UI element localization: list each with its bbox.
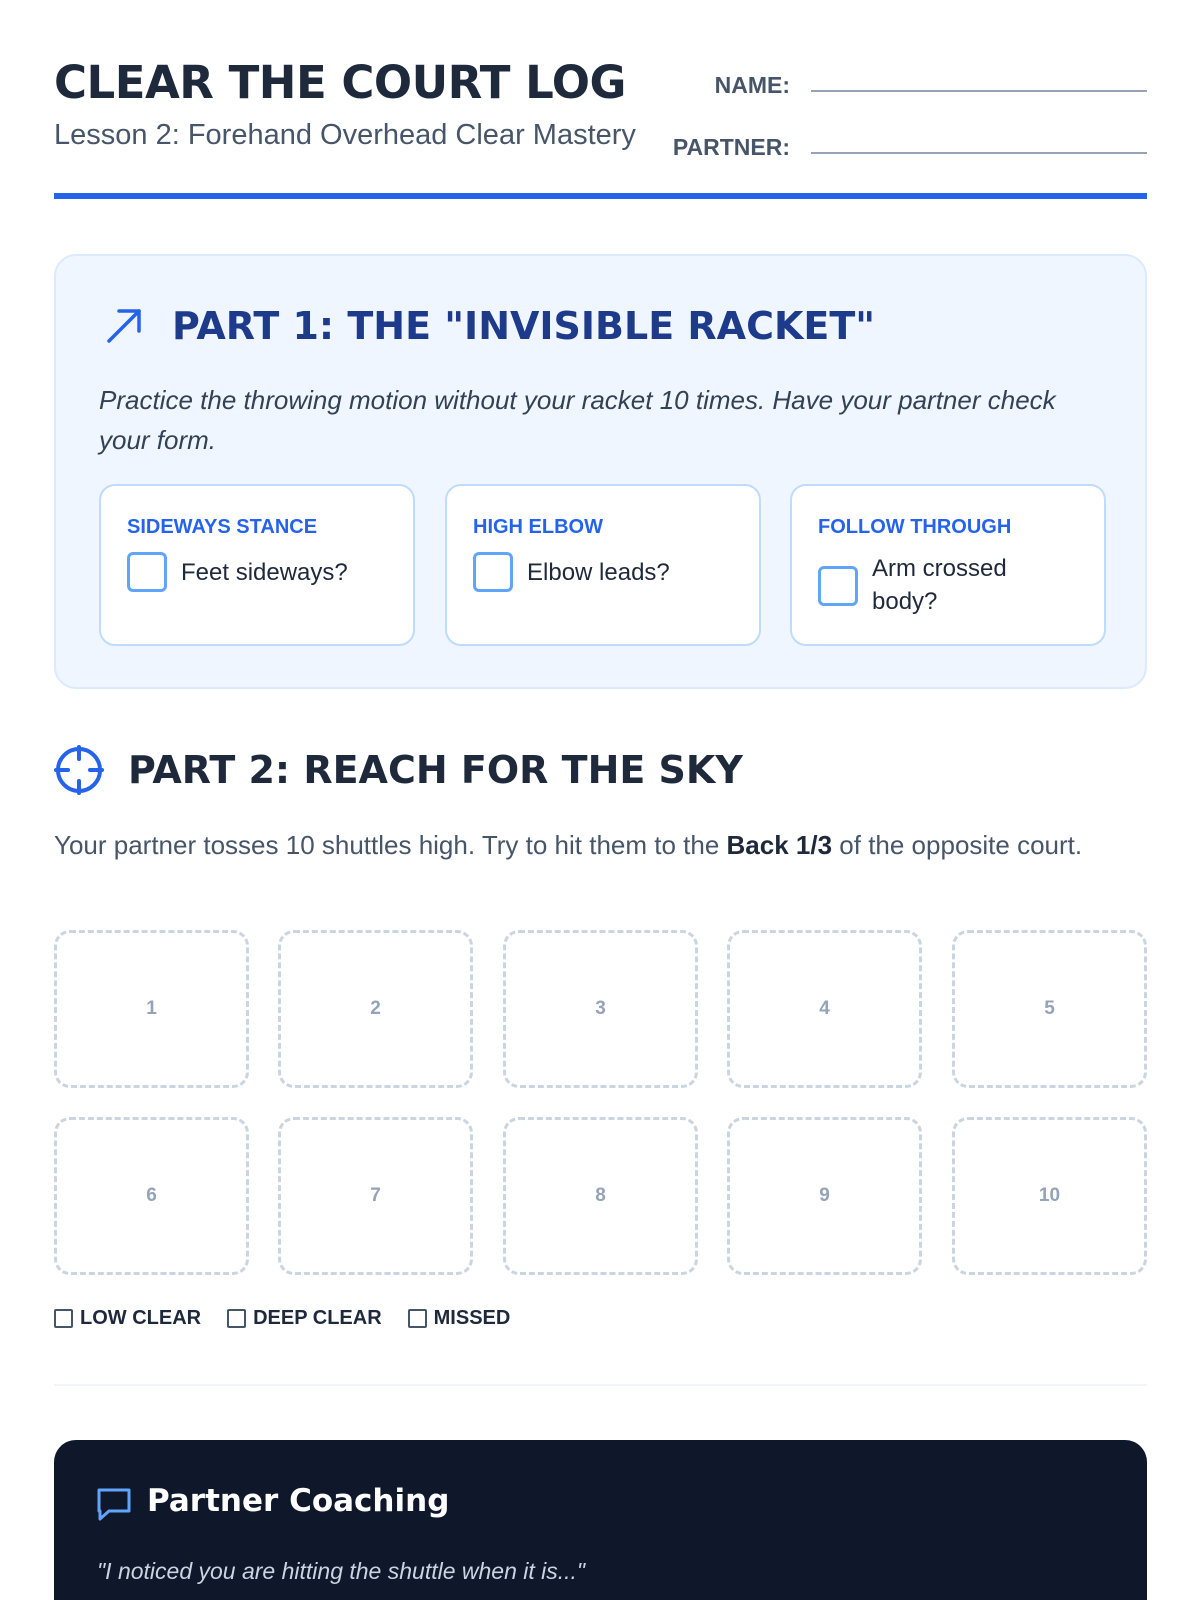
shot-slot-2[interactable]: 2 [278, 930, 473, 1088]
check-question: Feet sideways? [181, 559, 348, 586]
coaching-prompt: "I noticed you are hitting the shuttle when it is..." [97, 1558, 586, 1584]
shot-slot-10[interactable]: 10 [952, 1117, 1147, 1275]
header [54, 0, 1147, 200]
worksheet-page [54, 0, 1147, 1584]
check-card-label: HIGH ELBOW [473, 516, 603, 538]
legend-missed[interactable] [408, 1307, 511, 1330]
shot-slot-4[interactable]: 4 [727, 930, 922, 1088]
part1-section [54, 254, 1147, 689]
name-label: NAME: [714, 72, 790, 98]
coaching-title: Partner Coaching [147, 1483, 450, 1519]
legend-low-clear[interactable] [54, 1307, 201, 1330]
legend-deep-clear[interactable] [227, 1307, 382, 1330]
shot-slot-8[interactable]: 8 [503, 1117, 698, 1275]
shot-slot-5[interactable]: 5 [952, 930, 1147, 1088]
legend-label: MISSED [433, 1306, 511, 1329]
legend-label: LOW CLEAR [80, 1306, 202, 1329]
check-card-sideways-stance [99, 484, 415, 646]
result-legend [54, 1306, 536, 1330]
check-question: Arm crossed body? [872, 555, 1007, 615]
name-field[interactable] [811, 90, 1147, 92]
legend-checkbox[interactable] [54, 1309, 73, 1328]
part2-text-after: of the opposite court. [832, 830, 1083, 860]
part1-heading: PART 1: THE "INVISIBLE RACKET" [172, 304, 876, 348]
page-subtitle: Lesson 2: Forehand Overhead Clear Mastery [54, 119, 636, 151]
shot-slot-6[interactable]: 6 [54, 1117, 249, 1275]
partner-field[interactable] [811, 152, 1147, 154]
shot-slot-3[interactable]: 3 [503, 930, 698, 1088]
checkbox[interactable] [473, 552, 513, 592]
check-card-label: FOLLOW THROUGH [818, 516, 1012, 538]
legend-checkbox[interactable] [227, 1309, 246, 1328]
part2-heading: PART 2: REACH FOR THE SKY [128, 748, 743, 792]
part2-text-before: Your partner tosses 10 shuttles high. Try to hit them to the [54, 830, 727, 860]
section-divider [54, 1384, 1147, 1386]
page-title: CLEAR THE COURT LOG [54, 56, 626, 109]
check-card-high-elbow [445, 484, 761, 646]
legend-label: DEEP CLEAR [253, 1306, 382, 1329]
part1-instructions: Practice the throwing motion without your racket 10 times. Have your partner check your form. [99, 385, 1056, 455]
legend-checkbox[interactable] [408, 1309, 427, 1328]
partner-label: PARTNER: [672, 134, 790, 160]
header-divider [54, 193, 1147, 199]
chat-bubble-icon [94, 1484, 134, 1524]
shot-slot-1[interactable]: 1 [54, 930, 249, 1088]
shot-slot-9[interactable]: 9 [727, 1117, 922, 1275]
coaching-section [54, 1440, 1147, 1600]
checkbox[interactable] [127, 552, 167, 592]
check-card-follow-through [790, 484, 1106, 646]
arrow-up-right-icon [104, 306, 144, 346]
check-question: Elbow leads? [527, 559, 670, 586]
checkbox[interactable] [818, 566, 858, 606]
part2-text-bold: Back 1/3 [726, 830, 833, 860]
check-card-label: SIDEWAYS STANCE [127, 516, 318, 538]
crosshair-icon [54, 745, 104, 795]
part2-instructions [54, 825, 1147, 865]
shot-slot-7[interactable]: 7 [278, 1117, 473, 1275]
